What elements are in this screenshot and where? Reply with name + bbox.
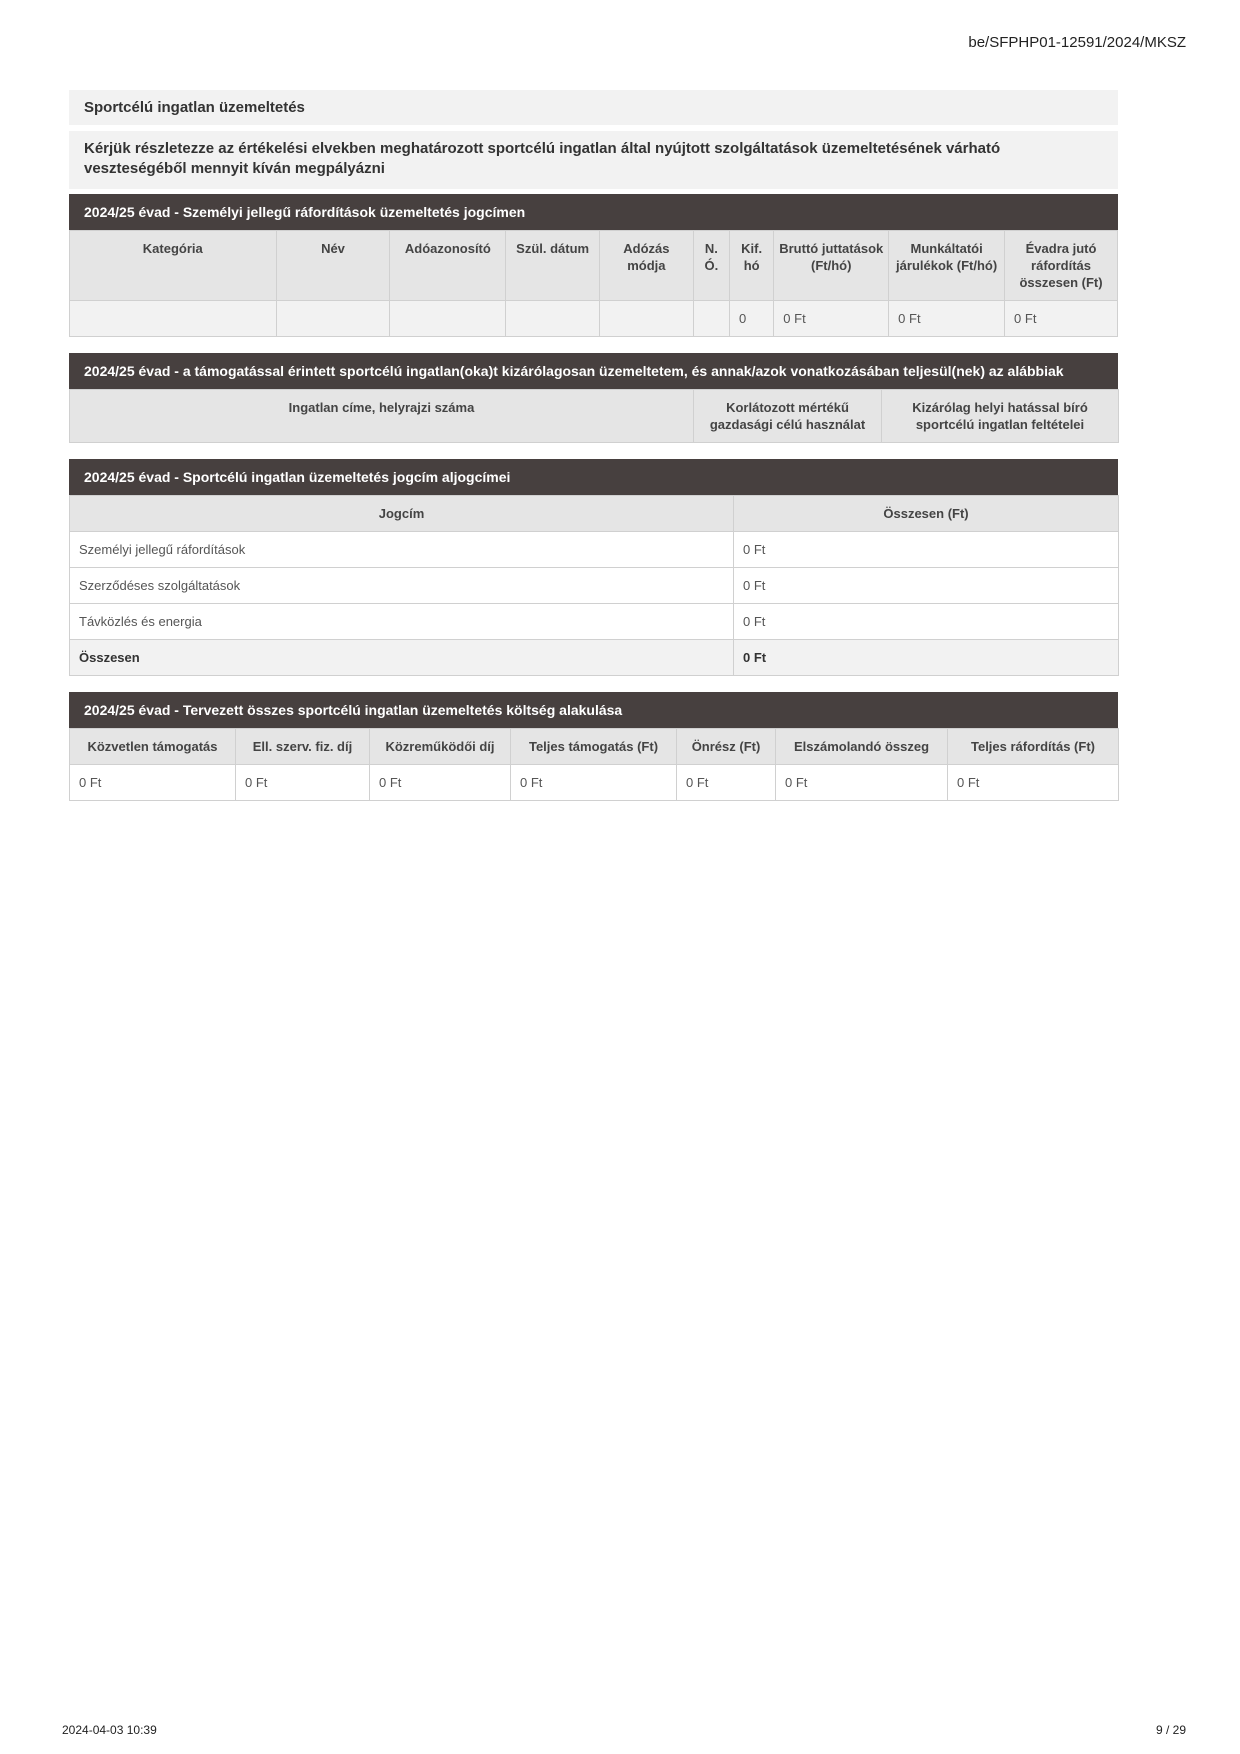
col-header: Ingatlan címe, helyrajzi száma [70, 390, 694, 443]
document-reference: be/SFPHP01-12591/2024/MKSZ [968, 34, 1186, 51]
table3-title: 2024/25 évad - Sportcélú ingatlan üzemeltetés jogcím aljogcímei [69, 459, 1118, 495]
table-cell: Személyi jellegű ráfordítások [70, 532, 734, 568]
section-title: Sportcélú ingatlan üzemeltetés [69, 90, 1118, 125]
table-cell: 0 [729, 301, 773, 337]
main-content [69, 90, 1118, 801]
table-cell: 0 Ft [948, 765, 1119, 801]
col-header: Közvetlen támogatás [70, 729, 236, 765]
table-cell [276, 301, 390, 337]
total-row [70, 640, 1119, 676]
table-cell: 0 Ft [734, 568, 1119, 604]
table-cell: 0 Ft [734, 604, 1119, 640]
table-cell: 0 Ft [370, 765, 511, 801]
col-header: Munkáltatói járulékok (Ft/hó) [889, 231, 1005, 301]
col-header: Kizárólag helyi hatással bíró sportcélú ingatlan feltételei [882, 390, 1119, 443]
col-header: Név [276, 231, 390, 301]
col-header: Kif. hó [729, 231, 773, 301]
col-header: Bruttó juttatások (Ft/hó) [774, 231, 889, 301]
table-cell: Szerződéses szolgáltatások [70, 568, 734, 604]
col-header: Ell. szerv. fiz. díj [236, 729, 370, 765]
col-header: Önrész (Ft) [677, 729, 776, 765]
footer-timestamp: 2024-04-03 10:39 [62, 1723, 157, 1737]
question-text: Kérjük részletezze az értékelési elvekben meghatározott sportcélú ingatlan által nyújtott szolgáltatások üzemeltetésének várható veszteségéből mennyit kíván megpályázni [69, 131, 1118, 189]
col-header: Évadra jutó ráfordítás összesen (Ft) [1005, 231, 1118, 301]
col-header: Közreműködői díj [370, 729, 511, 765]
col-header: Adózás módja [600, 231, 694, 301]
col-header: Összesen (Ft) [734, 496, 1119, 532]
table-row [70, 532, 1119, 568]
col-header: Adóazonosító [390, 231, 506, 301]
table4-title: 2024/25 évad - Tervezett összes sportcélú ingatlan üzemeltetés költség alakulása [69, 692, 1118, 728]
table-cell: 0 Ft [774, 301, 889, 337]
col-header: Teljes ráfordítás (Ft) [948, 729, 1119, 765]
table-cell: 0 Ft [677, 765, 776, 801]
table-cell [693, 301, 729, 337]
col-header: Elszámolandó összeg [776, 729, 948, 765]
table-cell [70, 301, 277, 337]
table-cell: 0 Ft [236, 765, 370, 801]
table-cell [506, 301, 600, 337]
table-cell [390, 301, 506, 337]
total-value: 0 Ft [734, 640, 1119, 676]
col-header: Korlátozott mértékű gazdasági célú használat [694, 390, 882, 443]
col-header: Teljes támogatás (Ft) [511, 729, 677, 765]
table-cell: 0 Ft [889, 301, 1005, 337]
table3-header-row [70, 496, 1119, 532]
col-header: N. Ó. [693, 231, 729, 301]
table-row [70, 568, 1119, 604]
page-number: 9 / 29 [1155, 1723, 1186, 1737]
col-header: Jogcím [70, 496, 734, 532]
table-cell: 0 Ft [734, 532, 1119, 568]
table-cell: 0 Ft [511, 765, 677, 801]
personnel-costs-table [69, 230, 1118, 337]
table-cell: Távközlés és energia [70, 604, 734, 640]
table-cell [600, 301, 694, 337]
table1-title: 2024/25 évad - Személyi jellegű ráfordítások üzemeltetés jogcímen [69, 194, 1118, 230]
col-header: Kategória [70, 231, 277, 301]
table-row [70, 604, 1119, 640]
table-row [70, 765, 1119, 801]
col-header: Szül. dátum [506, 231, 600, 301]
table2-title: 2024/25 évad - a támogatással érintett sportcélú ingatlan(oka)t kizárólagosan üzemeltetem, és annak/azok vonatkozásában teljesül(nek) az alábbiak [69, 353, 1118, 389]
property-conditions-table [69, 389, 1119, 443]
sub-titles-table [69, 495, 1119, 676]
table-row [70, 301, 1118, 337]
table-cell: 0 Ft [70, 765, 236, 801]
cost-summary-table [69, 728, 1119, 801]
total-label: Összesen [70, 640, 734, 676]
table1-header-row [70, 231, 1118, 301]
table4-header-row [70, 729, 1119, 765]
table2-header-row [70, 390, 1119, 443]
table-cell: 0 Ft [1005, 301, 1118, 337]
table-cell: 0 Ft [776, 765, 948, 801]
